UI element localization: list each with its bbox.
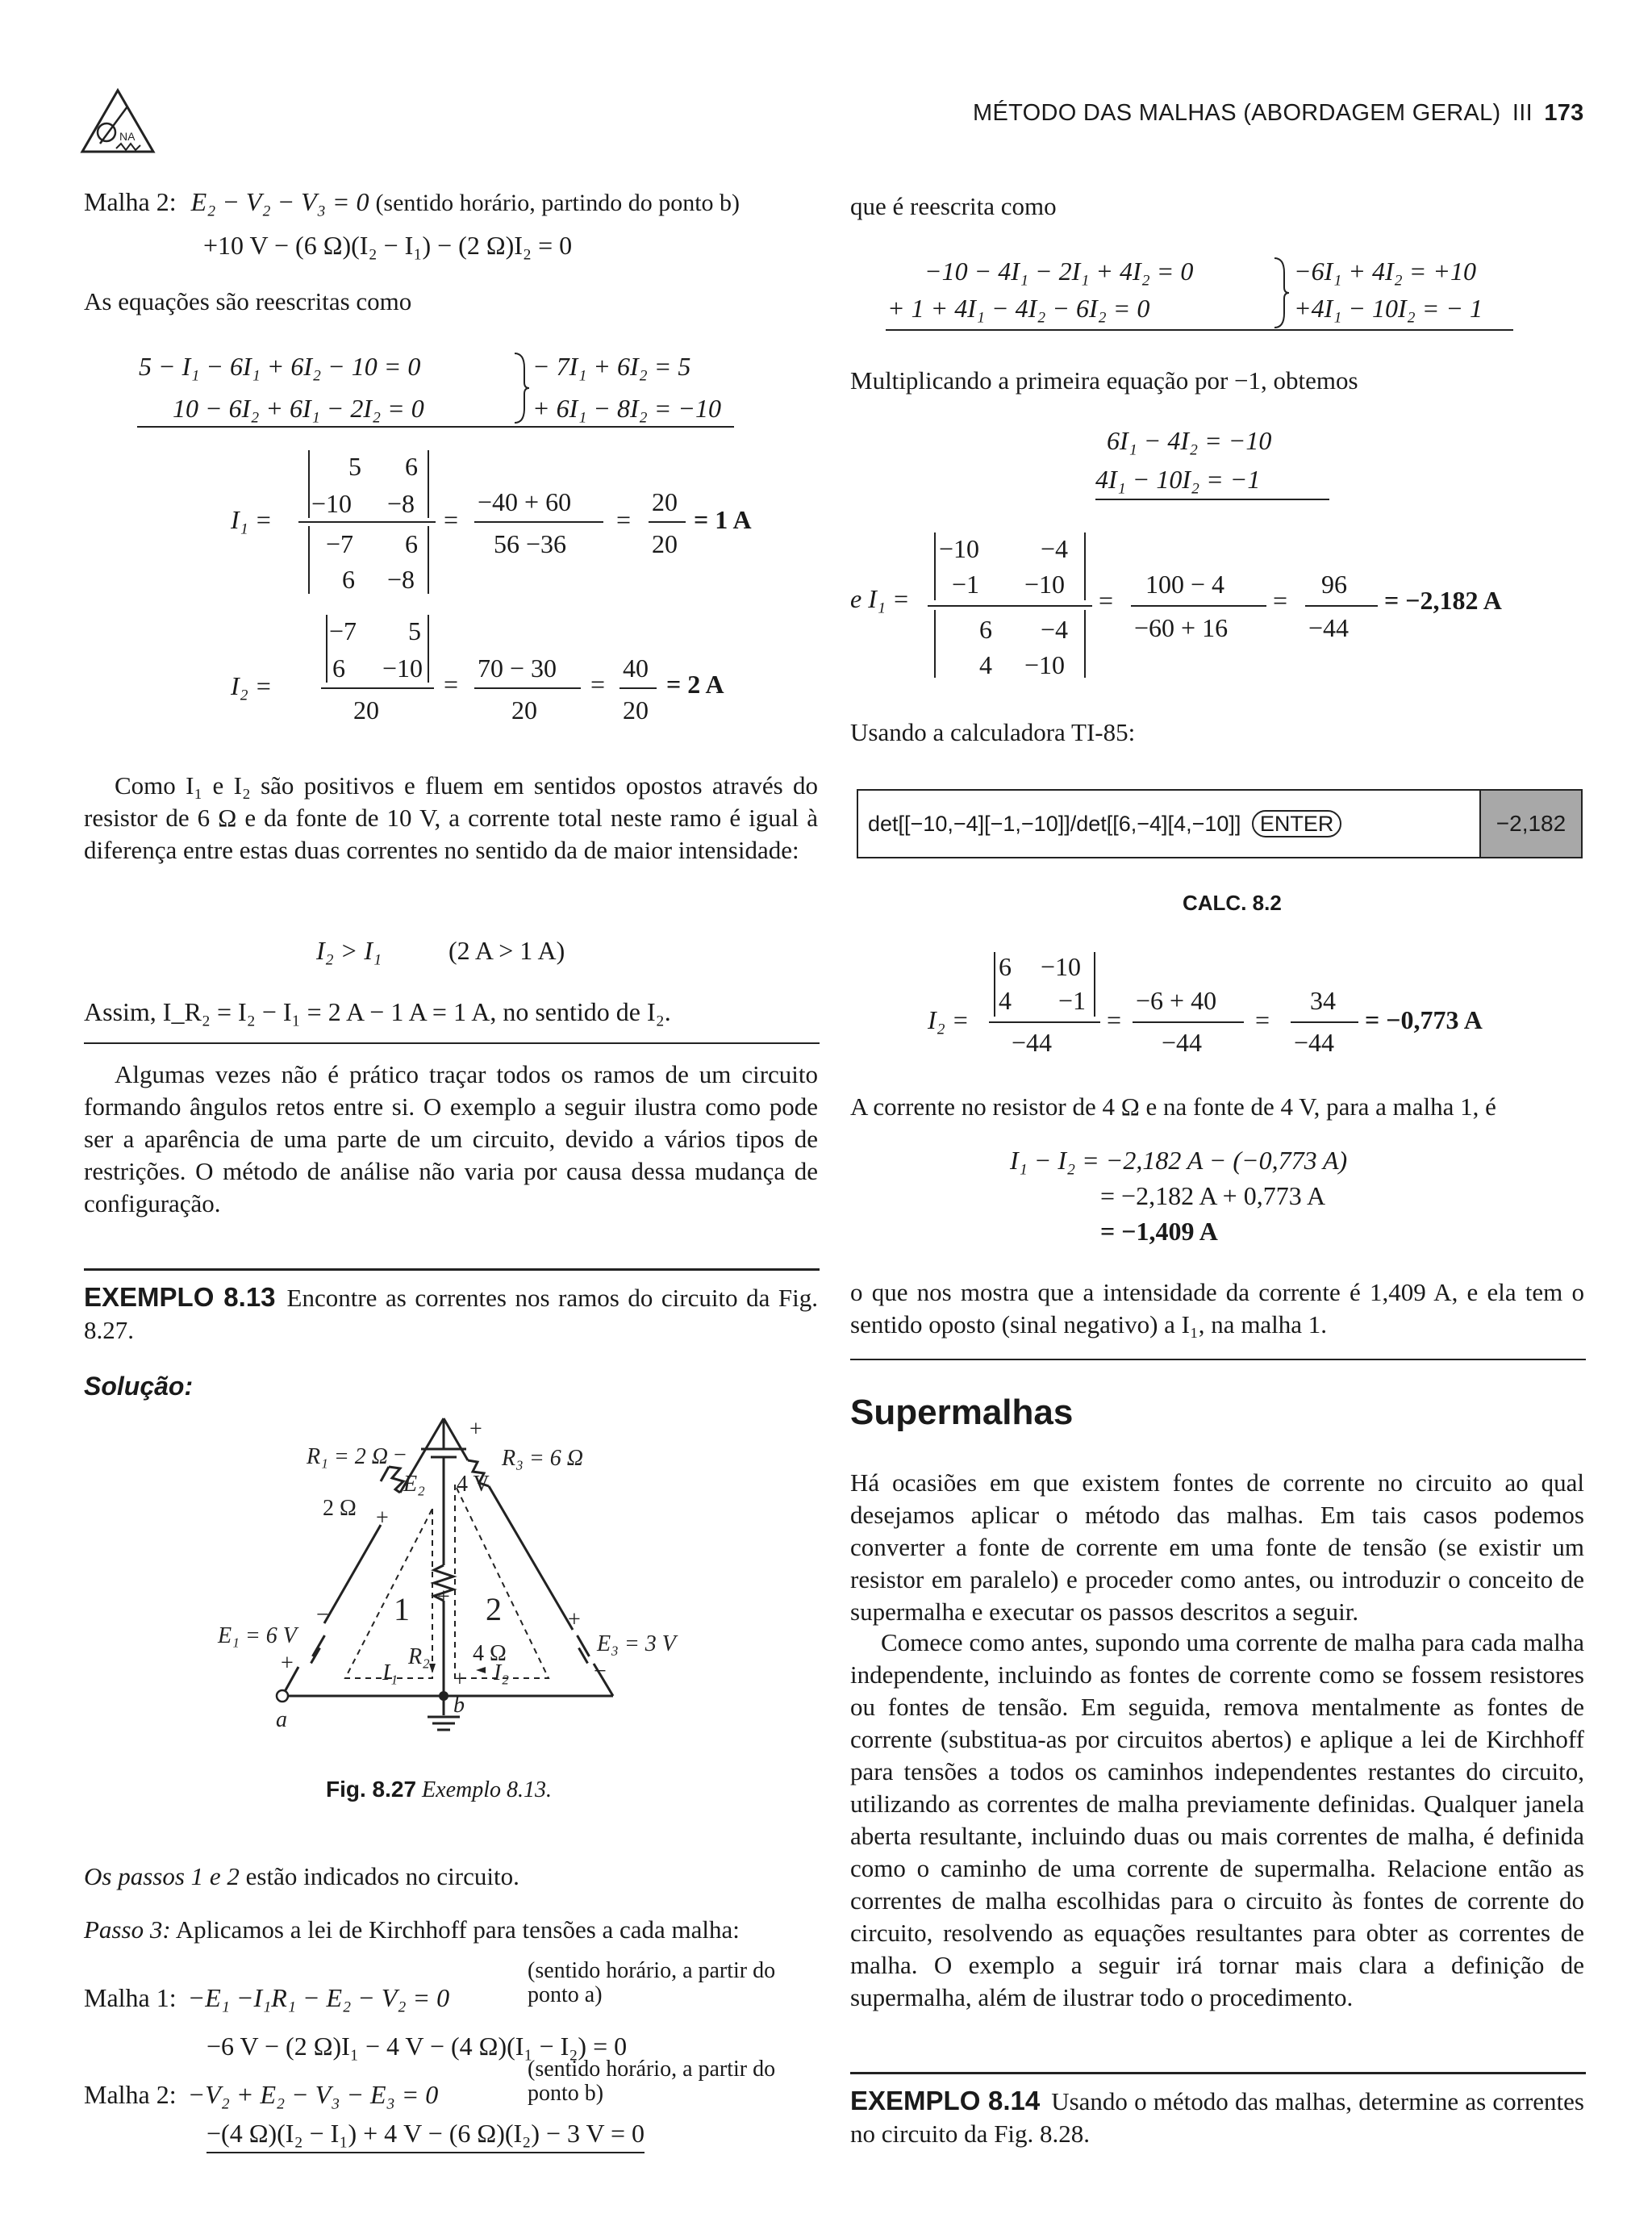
example-8-13 (84, 1281, 818, 1347)
enter-key: ENTER (1252, 810, 1342, 837)
r1-value: 2 Ω (323, 1496, 357, 1521)
note-line: (sentido horário, a partir do (528, 2057, 776, 2082)
node-b: b (453, 1693, 465, 1718)
mesh-1-number: 1 (394, 1591, 410, 1627)
fraction-numerator: −6 + 40 (1136, 986, 1217, 1015)
mesh1-kvl (84, 1983, 449, 2013)
mesh2b-note (528, 2057, 775, 2106)
steps-text: estão indicados no circuito. (245, 1862, 519, 1890)
det-cell: 4 (999, 986, 1012, 1015)
note-line: (sentido horário, a partir do (528, 1958, 776, 1983)
example-8-14 (850, 2085, 1584, 2150)
i1-result: = 1 A (694, 505, 752, 534)
det-cell: −10 (939, 534, 980, 563)
example-text: Encontre as correntes nos ramos do circuito da Fig. 8.27. (84, 1284, 818, 1344)
mesh1-substituted: −6 V − (2 Ω)I₁ − 4 V − (4 Ω)(I₁ − I₂) = 0 (206, 2032, 628, 2061)
calc-input (858, 812, 1479, 837)
system-a-line2: 10 − 6I₂ + 6I₁ − 2I₂ = 0 (173, 394, 424, 423)
det-cell: −10 (1041, 952, 1082, 981)
det-cell: −10 (382, 654, 423, 683)
i1-arrow-label: I₁ (382, 1660, 398, 1685)
i2-label: I₂ = (231, 671, 273, 700)
mesh1-note (528, 1959, 775, 2007)
system-b-line2: + 6I₁ − 8I₂ = −10 (532, 394, 721, 423)
i1-result: = −2,182 A (1384, 586, 1502, 615)
brace (513, 352, 529, 424)
i2-result: = 2 A (666, 670, 724, 699)
polarity-plus: + (469, 1417, 482, 1442)
i2-label: I₂ = (928, 1005, 970, 1034)
det-cell: 6 (405, 529, 418, 558)
steps-italic: Os passos 1 e 2 (84, 1862, 240, 1890)
rewritten-intro: que é reescrita como (850, 192, 1057, 220)
difference-line2: = −2,182 A + 0,773 A (1100, 1181, 1326, 1210)
e3-label: E₃ = 3 V (597, 1631, 676, 1656)
r3-label: R₃ = 6 Ω (502, 1446, 583, 1471)
figure-caption-text: Exemplo 8.13. (422, 1777, 553, 1802)
det-cell: −8 (387, 489, 415, 518)
i1-label: I₁ = (231, 505, 273, 534)
det-cell: −10 (1024, 570, 1066, 599)
difference-line3: = −1,409 A (1100, 1217, 1218, 1246)
calculator-intro: Usando a calculadora TI-85: (850, 718, 1136, 746)
note-line: ponto a) (528, 1982, 603, 2007)
conclusion-text: o que nos mostra que a intensidade da corrente é 1,409 A, e ela tem o sentido oposto (sinal negativo) a I₁, na malha 1. (850, 1278, 1584, 1339)
fraction-numerator: 96 (1321, 570, 1347, 599)
fraction-denominator: −44 (1294, 1028, 1335, 1057)
figure-label: Fig. 8.27 (326, 1777, 417, 1802)
kvl-equation: −V₂ + E₂ − V₃ − E₃ = 0 (187, 2080, 439, 2109)
i2-arrow-label: I₂ (494, 1660, 510, 1685)
step-label: Passo 3: (84, 1915, 171, 1944)
fraction-numerator: 34 (1310, 986, 1336, 1015)
mesh-label: Malha 1: (84, 1983, 177, 2012)
inequality: I₂ > I₁ (316, 936, 382, 965)
mesh2-equation (84, 187, 740, 217)
mesh2-substituted: +10 V − (6 Ω)(I₂ − I₁) − (2 Ω)I₂ = 0 (203, 231, 573, 260)
system-e-line2: 4I₁ − 10I₂ = −1 (1095, 465, 1261, 494)
det-cell: 6 (342, 565, 355, 594)
node-a: a (276, 1707, 287, 1732)
fraction-denominator: 20 (353, 695, 379, 725)
header-separator: III (1512, 100, 1533, 126)
det-cell: −4 (1041, 615, 1069, 644)
det-cell: 5 (348, 452, 361, 481)
det-cell: −10 (311, 489, 353, 518)
det-cell: −7 (329, 616, 357, 645)
det-cell: 6 (332, 654, 345, 683)
kvl-equation: −E₁ −I₁R₁ − E₂ − V₂ = 0 (187, 1983, 450, 2012)
system-b-line1: − 7I₁ + 6I₂ = 5 (532, 352, 691, 381)
rewritten-text: As equações são reescritas como (84, 287, 412, 315)
det-cell: −10 (1024, 650, 1066, 679)
polarity-plus: + (376, 1506, 389, 1531)
det-cell: −7 (326, 529, 354, 558)
section-title-supermalhas: Supermalhas (850, 1393, 1074, 1432)
i2-result: = −0,773 A (1365, 1005, 1483, 1034)
difference-line1: I₁ − I₂ = −2,182 A − (−0,773 A) (1010, 1146, 1348, 1175)
svg-text:NA: NA (119, 130, 136, 143)
det-cell: 6 (405, 452, 418, 481)
calculator-display (857, 789, 1583, 858)
example-label: EXEMPLO 8.14 (850, 2086, 1041, 2115)
mesh2b-kvl (84, 2080, 438, 2110)
supermesh-paragraph-2: Comece como antes, supondo uma corrente de malha para cada malha independente, incluindo as fontes de corrente como se fossem resistores ou fontes de tensão. Em seguida, remova mentalmente as fontes de corrente (substitua-as por circuitos abertos) e aplique a lei de Kirchhoff para tensões a todos os caminhos independentes restantes do circuito, utilizando as correntes de malha previamente definidas. Qualquer janela aberta resultante, incluindo duas ou mais correntes de malha, é definida como o caminho de uma corrente de supermalha. Relacione então as correntes de malha escolhidas para o circuito às fontes de corrente do circuito, resolvendo as equações resultantes para obter as correntes de malha. O exemplo a seguir irá tornar mais clara a definição de supermalha, além de ilustrar todo o procedimento. (850, 1628, 1584, 2011)
fraction-numerator: 40 (623, 654, 649, 683)
system-d-line2: +4I₁ − 10I₂ = − 1 (1294, 294, 1483, 323)
running-title: MÉTODO DAS MALHAS (ABORDAGEM GERAL) (973, 100, 1501, 126)
fraction-numerator: −40 + 60 (478, 487, 572, 516)
r2-label: R₂ (408, 1644, 430, 1669)
e2-value: 4 V (457, 1472, 490, 1497)
direction-note: (sentido horário, partindo do ponto b) (375, 190, 740, 216)
det-cell: −1 (952, 570, 980, 599)
multiply-text: Multiplicando a primeira equação por −1, obtemos (850, 366, 1358, 395)
fraction-denominator: 56 −36 (494, 529, 567, 558)
publisher-logo (79, 87, 156, 157)
page-number: 173 (1544, 100, 1584, 126)
r2-value: 4 Ω (473, 1641, 507, 1666)
e1-label: E₁ = 6 V (218, 1623, 297, 1648)
mesh-2-number: 2 (486, 1591, 502, 1627)
polarity-plus: + (453, 1667, 466, 1692)
system-d-line1: −6I₁ + 4I₂ = +10 (1294, 257, 1476, 286)
polarity-plus: + (568, 1607, 581, 1632)
figure-caption (326, 1777, 552, 1803)
paragraph-configuration: Algumas vezes não é prático traçar todos os ramos de um circuito formando ângulos retos entre si. O exemplo a seguir ilustra como pode ser a aparência de uma parte de um circuito, devido a vários tipos de restrições. O método de análise não varia por causa dessa mudança de configuração. (84, 1060, 818, 1217)
e-i1-label: e I₁ = (850, 584, 910, 613)
step-3 (84, 1914, 740, 1946)
fraction-numerator: 20 (652, 487, 678, 516)
current-4ohm-text: A corrente no resistor de 4 Ω e na fonte de 4 V, para a malha 1, é (850, 1092, 1496, 1121)
inequality-values: (2 A > 1 A) (448, 936, 565, 965)
brace (1273, 257, 1289, 329)
mesh-label: Malha 2: (84, 187, 177, 216)
system-c-line2: + 1 + 4I₁ − 4I₂ − 6I₂ = 0 (887, 294, 1150, 323)
polarity-minus: − (594, 1659, 607, 1684)
mesh2b-substituted: −(4 Ω)(I₂ − I₁) + 4 V − (6 Ω)(I₂) − 3 V = 0 (206, 2119, 645, 2153)
kvl-equation: E₂ − V₂ − V₃ = 0 (190, 187, 369, 216)
fraction-numerator: 70 − 30 (478, 654, 557, 683)
det-cell: −1 (1058, 986, 1087, 1015)
fraction-denominator: −60 + 16 (1134, 613, 1229, 642)
det-cell: 5 (408, 616, 421, 645)
calc-caption: CALC. 8.2 (1183, 891, 1282, 915)
step-text: Aplicamos a lei de Kirchhoff para tensões a cada malha: (175, 1915, 740, 1944)
det-cell: 4 (979, 650, 992, 679)
system-a-line1: 5 − I₁ − 6I₁ + 6I₂ − 10 = 0 (139, 352, 421, 381)
supermesh-paragraph-1: Há ocasiões em que existem fontes de corrente no circuito ao qual desejamos aplicar o método das malhas. Em tais casos podemos converter a fonte de corrente em uma fonte de tensão (se existir um resistor em paralelo) e proceder como antes, ou introduzir o conceito de supermalha e executar os passos descritos a seguir. (850, 1468, 1584, 1626)
example-text: Usando o método das malhas, determine as correntes no circuito da Fig. 8.28. (850, 2087, 1584, 2148)
fraction-denominator: −44 (1308, 613, 1350, 642)
calc-output: −2,182 (1479, 791, 1581, 857)
fraction-denominator: −44 (1012, 1028, 1053, 1057)
note-line: ponto b) (528, 2081, 604, 2106)
polarity-minus: − (316, 1602, 329, 1627)
example-label: EXEMPLO 8.13 (84, 1282, 276, 1312)
polarity-plus: + (281, 1651, 294, 1676)
paragraph-currents: Como I₁ e I₂ são positivos e fluem em sentidos opostos através do resistor de 6 Ω e da fonte de 10 V, a corrente total neste ramo é igual à diferença entre estas duas correntes no sentido da de maior intensidade: (84, 771, 818, 864)
assim-line: Assim, I_R₂ = I₂ − I₁ = 2 A − 1 A = 1 A, no sentido de I₂. (84, 997, 671, 1026)
running-header (973, 100, 1584, 127)
fraction-denominator: 20 (623, 695, 649, 725)
r1-label: R₁ = 2 Ω (307, 1444, 388, 1469)
calc-expression: det[[−10,−4][−1,−10]]/det[[6,−4][4,−10]] (868, 811, 1241, 836)
polarity-plus: + (437, 1585, 450, 1610)
system-e-line1: 6I₁ − 4I₂ = −10 (1107, 426, 1272, 455)
e2-label: E₂ (403, 1472, 425, 1497)
system-c-line1: −10 − 4I₁ − 2I₁ + 4I₂ = 0 (924, 257, 1194, 286)
solution-heading: Solução: (84, 1372, 194, 1401)
fraction-numerator: 100 − 4 (1145, 570, 1225, 599)
circuit-diagram (202, 1404, 718, 1775)
polarity-minus: − (394, 1443, 407, 1468)
det-cell: −4 (1041, 534, 1069, 563)
det-cell: −8 (387, 565, 415, 594)
fraction-denominator: −44 (1162, 1028, 1203, 1057)
fraction-denominator: 20 (511, 695, 537, 725)
mesh-label: Malha 2: (84, 2080, 177, 2109)
steps-note (84, 1861, 519, 1893)
det-cell: 6 (999, 952, 1012, 981)
det-cell: 6 (979, 615, 992, 644)
fraction-denominator: 20 (652, 529, 678, 558)
